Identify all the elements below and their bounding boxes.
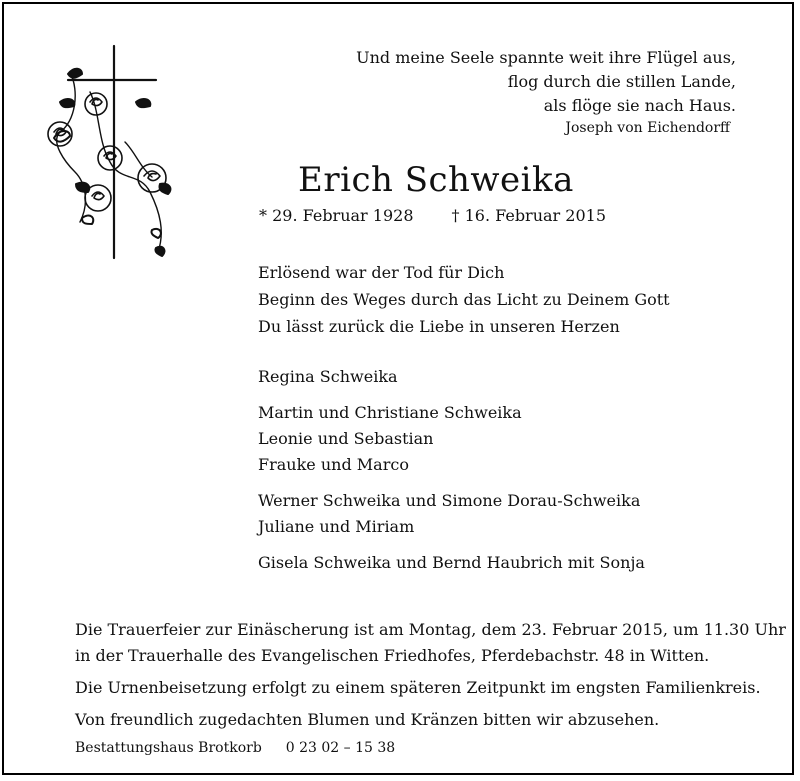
birth-date: * 29. Februar 1928 xyxy=(259,206,414,225)
verse-line: Beginn des Weges durch das Licht zu Deinem Gott xyxy=(258,290,670,309)
notice-paragraph xyxy=(75,675,786,701)
mourner-line: Frauke und Marco xyxy=(258,455,409,474)
deceased-name: Erich Schweika xyxy=(298,160,574,200)
memorial-verse xyxy=(258,259,670,340)
cross-with-roses-icon xyxy=(40,42,180,262)
mourner-line: Werner Schweika und Simone Dorau-Schweika xyxy=(258,491,641,510)
mourner-group xyxy=(258,550,645,576)
funeral-home-name: Bestattungshaus Brotkorb xyxy=(75,740,262,756)
funeral-home-phone: 0 23 02 – 15 38 xyxy=(285,740,396,756)
funeral-notice xyxy=(75,617,786,739)
poem xyxy=(356,46,736,138)
mourners-list xyxy=(258,364,645,586)
funeral-home-footer xyxy=(75,738,395,758)
mourner-line: Leonie und Sebastian xyxy=(258,429,434,448)
poem-line: als flöge sie nach Haus. xyxy=(543,96,736,115)
notice-line: in der Trauerhalle des Evangelischen Friedhofes, Pferdebachstr. 48 in Witten. xyxy=(75,646,710,665)
mourner-line: Juliane und Miriam xyxy=(258,517,415,536)
notice-paragraph xyxy=(75,707,786,733)
verse-line: Erlösend war der Tod für Dich xyxy=(258,263,505,282)
notice-paragraph xyxy=(75,617,786,669)
mourner-line: Gisela Schweika und Bernd Haubrich mit Sonja xyxy=(258,553,645,572)
notice-line: Von freundlich zugedachten Blumen und Kränzen bitten wir abzusehen. xyxy=(75,710,660,729)
mourner-line: Martin und Christiane Schweika xyxy=(258,403,522,422)
notice-line: Die Trauerfeier zur Einäscherung ist am Montag, dem 23. Februar 2015, um 11.30 Uhr xyxy=(75,620,786,639)
mourner-line: Regina Schweika xyxy=(258,367,398,386)
verse-line: Du lässt zurück die Liebe in unseren Herzen xyxy=(258,317,620,336)
life-dates xyxy=(259,205,606,227)
death-date: † 16. Februar 2015 xyxy=(451,206,606,225)
mourner-group xyxy=(258,488,645,540)
notice-line: Die Urnenbeisetzung erfolgt zu einem späteren Zeitpunkt im engsten Familienkreis. xyxy=(75,678,761,697)
poem-line: flog durch die stillen Lande, xyxy=(507,72,736,91)
poem-author: Joseph von Eichendorff xyxy=(565,120,730,136)
mourner-group xyxy=(258,400,645,478)
mourner-group xyxy=(258,364,645,390)
poem-line: Und meine Seele spannte weit ihre Flügel aus, xyxy=(356,48,736,67)
